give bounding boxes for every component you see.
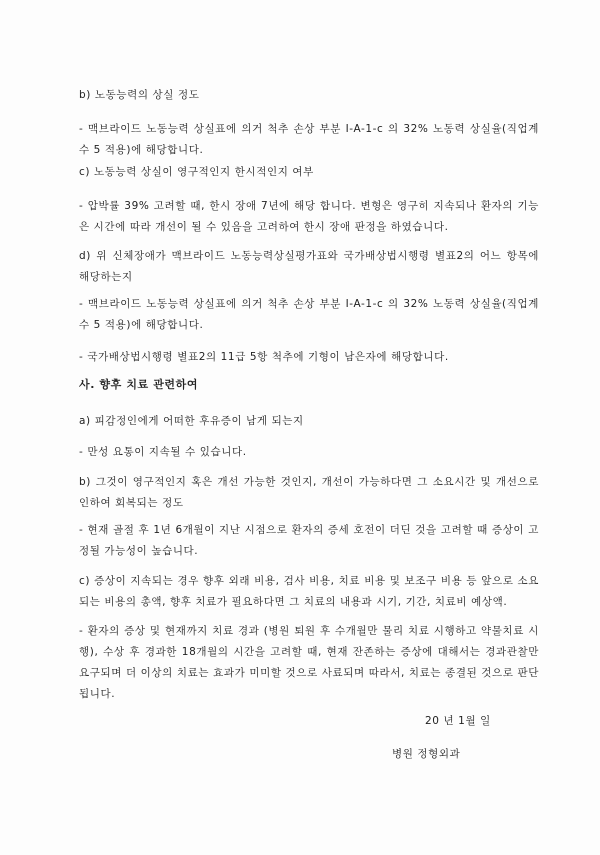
section-b-heading: b) 그것이 영구적인지 혹은 개선 가능한 것인지, 개선이 가능하다면 그 소요시간 및 개선으로 인하여 회복되는 정도 — [79, 476, 539, 509]
item-d-heading: d) 위 신체장애가 맥브라이드 노동능력상실평가표와 국가배상법시행령 별표2의 어느 항목에 해당하는지 — [79, 250, 539, 283]
signer-name: 병원 정형외과 — [392, 748, 461, 760]
section-a-heading: a) 피감정인에게 어떠한 후유증이 남게 되는지 — [79, 415, 304, 427]
section-c-heading: c) 증상이 지속되는 경우 향후 외래 비용, 검사 비용, 치료 비용 및 보조구 비용 등 앞으로 소요되는 비용의 총액, 향후 치료가 필요하다면 그 치료의 내용과 시기, 기간, 치료비 예상액. — [79, 575, 539, 608]
section-heading: 사. 향후 치료 관련하여 — [79, 378, 199, 391]
item-b-heading: b) 노동능력의 상실 정도 — [79, 89, 200, 101]
item-c-heading: c) 노동능력 상실이 영구적인지 한시적인지 여부 — [79, 166, 314, 178]
item-b-answer: - 맥브라이드 노동능력 상실표에 의거 척추 손상 부분 I-A-1-c 의 32% 노동력 상실율(직업계수 5 적용)에 해당합니다. — [79, 123, 539, 156]
section-c-answer: - 환자의 증상 및 현재까지 치료 경과 (병원 퇴원 후 수개월만 물리 치료 시행하고 약물치료 시행), 수상 후 경과한 18개월의 시간을 고려할 때, 현재 잔존하는 증상에 대해서는 경과관찰만 요구되며 더 이상의 치료는 효과가 미미할 것으로 사료되며 따라서, 치료는 종결된 것으로 판단됩니다. — [79, 625, 539, 700]
item-c-answer: - 압박률 39% 고려할 때, 한시 장애 7년에 해당 합니다. 변형은 영구히 지속되나 환자의 기능은 시간에 따라 개선이 될 수 있음을 고려하여 한시 장애 판정을 하였습니다. — [79, 200, 539, 233]
section-a-answer: - 만성 요통이 지속될 수 있습니다. — [79, 446, 247, 458]
section-b-answer: - 현재 골절 후 1년 6개월이 지난 시점으로 환자의 증세 호전이 더딘 것을 고려할 때 증상이 고정될 가능성이 높습니다. — [79, 524, 539, 557]
item-d-answer-2: - 국가배상법시행령 별표2의 11급 5항 척추에 기형이 남은자에 해당합니다. — [79, 351, 449, 363]
item-d-answer-1: - 맥브라이드 노동능력 상실표에 의거 척추 손상 부분 I-A-1-c 의 32% 노동력 상실율(직업계수 5 적용)에 해당합니다. — [79, 298, 539, 331]
document-date: 20 년 1월 일 — [425, 715, 491, 727]
